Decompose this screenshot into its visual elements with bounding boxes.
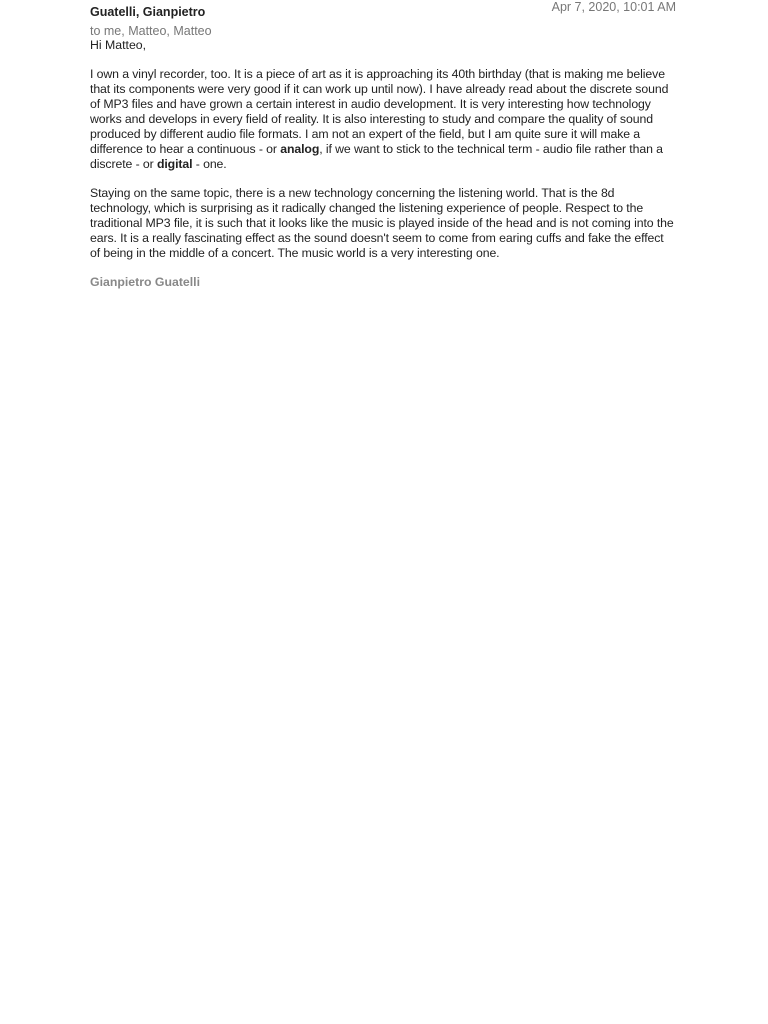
- paragraph-1-text-c: - one.: [192, 157, 227, 171]
- email-body: [90, 38, 676, 290]
- email-message: [90, 0, 676, 290]
- greeting: Hi Matteo,: [90, 38, 147, 52]
- email-header: [90, 0, 676, 38]
- sender-name[interactable]: Guatelli, Gianpietro: [90, 5, 206, 19]
- paragraph-1-text-a: I own a vinyl recorder, too. It is a piece of art as it is approaching its 40th birthday (that is making me believe that its components were very good if it can work up until now). I have already read about the discrete sound of MP3 files and have grown a certain interest in audio development. It is very interesting how technology works and develops in every field of reality. It is also interesting to study and compare the quality of sound produced by different audio file formats. I am not an expert of the field, but I am quite sure it will make a difference to hear a continuous - or: [90, 67, 669, 156]
- bold-term-digital: digital: [156, 157, 193, 171]
- paragraph-1-text-b: , if we want to stick to the technical term - audio file rather than a discrete - or: [90, 142, 663, 171]
- bold-term-analog: analog: [280, 142, 320, 156]
- recipients-line[interactable]: to me, Matteo, Matteo: [90, 24, 212, 38]
- paragraph-2: Staying on the same topic, there is a new technology concerning the listening world. That is the 8d technology, which is surprising as it radically changed the listening experience of people. Respect to the traditional MP3 file, it is such that it looks like the music is played inside of the head and is not coming into the ears. It is a really fascinating effect as the sound doesn't seem to come from earing cuffs and fake the effect of being in the middle of a concert. The music world is a very interesting one.: [90, 186, 674, 260]
- signature: Gianpietro Guatelli: [90, 275, 201, 289]
- paragraph-1: [90, 67, 676, 172]
- email-date: Apr 7, 2020, 10:01 AM: [551, 0, 676, 14]
